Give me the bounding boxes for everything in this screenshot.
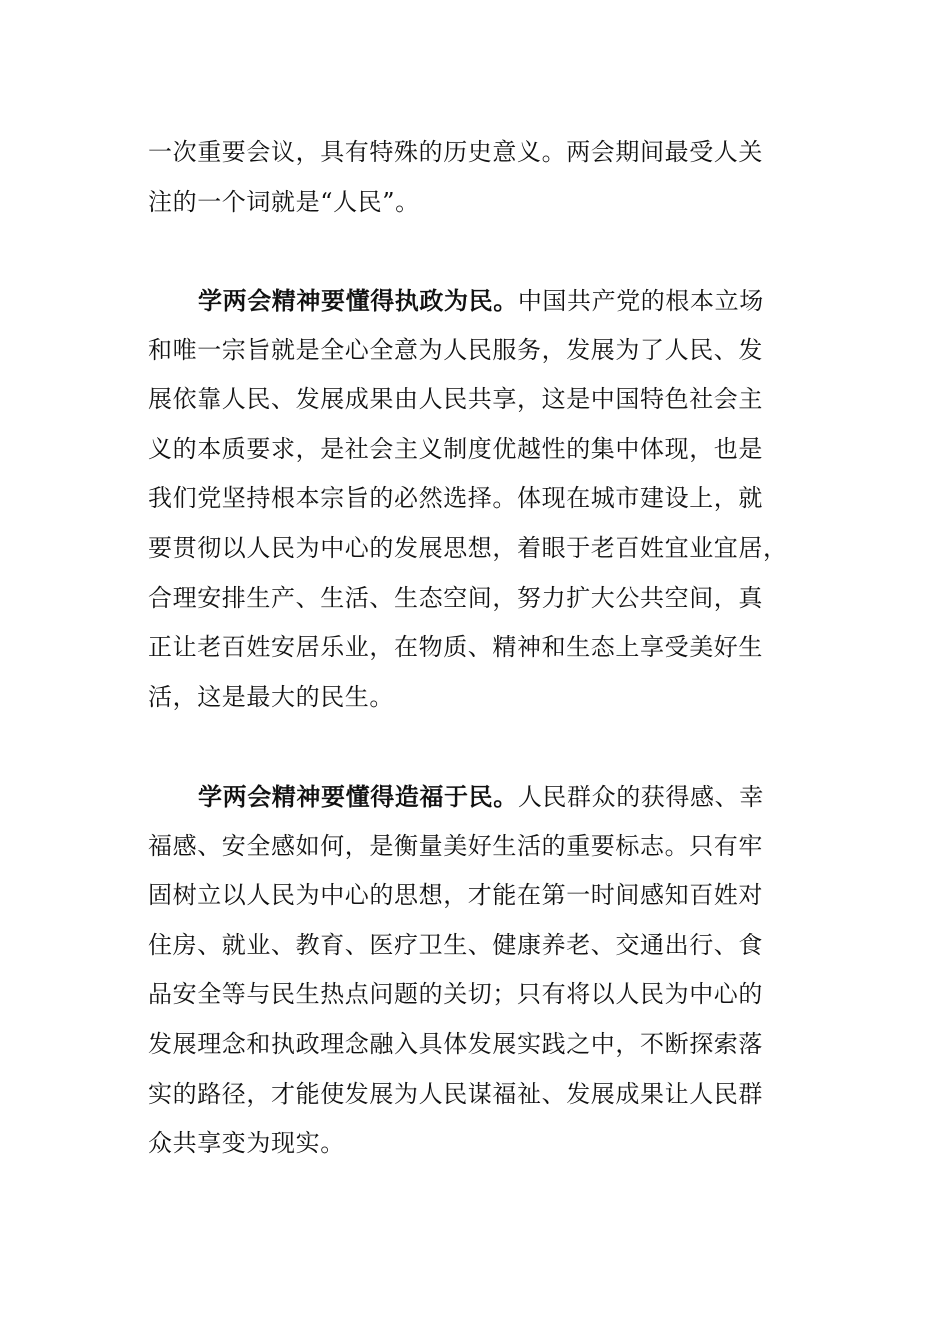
paragraph-heading: 学两会精神要懂得执政为民。 (198, 286, 518, 315)
paragraph-benefiting-people (148, 772, 808, 1169)
text-line: 一次重要会议，具有特殊的历史意义。两会期间最受人关 (148, 138, 763, 166)
text-line: 正让老百姓安居乐业，在物质、精神和生态上享受美好生 (148, 633, 763, 662)
paragraph-governing-for-people (148, 276, 808, 722)
text-line: 众共享变为现实。 (148, 1129, 345, 1158)
text-line: 福感、安全感如何，是衡量美好生活的重要标志。只有牢 (148, 831, 763, 860)
paragraph-heading: 学两会精神要懂得造福于民。 (198, 782, 518, 811)
text-line: 品安全等与民生热点问题的关切；只有将以人民为中心的 (148, 980, 763, 1009)
text-line: 合理安排生产、生活、生态空间，努力扩大公共空间，真 (148, 583, 763, 612)
text-line: 展依靠人民、发展成果由人民共享，这是中国特色社会主 (148, 385, 763, 414)
text-line: 固树立以人民为中心的思想，才能在第一时间感知百姓对 (148, 881, 763, 910)
text-line: 实的路径，才能使发展为人民谋福祉、发展成果让人民群 (148, 1079, 763, 1108)
first-line-text: 人民群众的获得感、幸 (517, 783, 764, 811)
text-line: 活，这是最大的民生。 (148, 682, 394, 711)
first-line-text: 中国共产党的根本立场 (517, 287, 764, 315)
text-line: 发展理念和执政理念融入具体发展实践之中，不断探索落 (148, 1029, 763, 1058)
first-line (148, 772, 808, 822)
text-line: 和唯一宗旨就是全心全意为人民服务，发展为了人民、发 (148, 335, 763, 364)
text-line: 住房、就业、教育、医疗卫生、健康养老、交通出行、食 (148, 930, 763, 959)
text-line: 我们党坚持根本宗旨的必然选择。体现在城市建设上，就 (148, 484, 763, 513)
text-line: 要贯彻以人民为中心的发展思想，着眼于老百姓宜业宜居， (148, 533, 788, 562)
text-line: 义的本质要求，是社会主义制度优越性的集中体现，也是 (148, 434, 763, 463)
first-line (148, 276, 808, 326)
paragraph-intro (148, 128, 808, 227)
text-line: 注的一个词就是“人民”。 (148, 187, 420, 216)
